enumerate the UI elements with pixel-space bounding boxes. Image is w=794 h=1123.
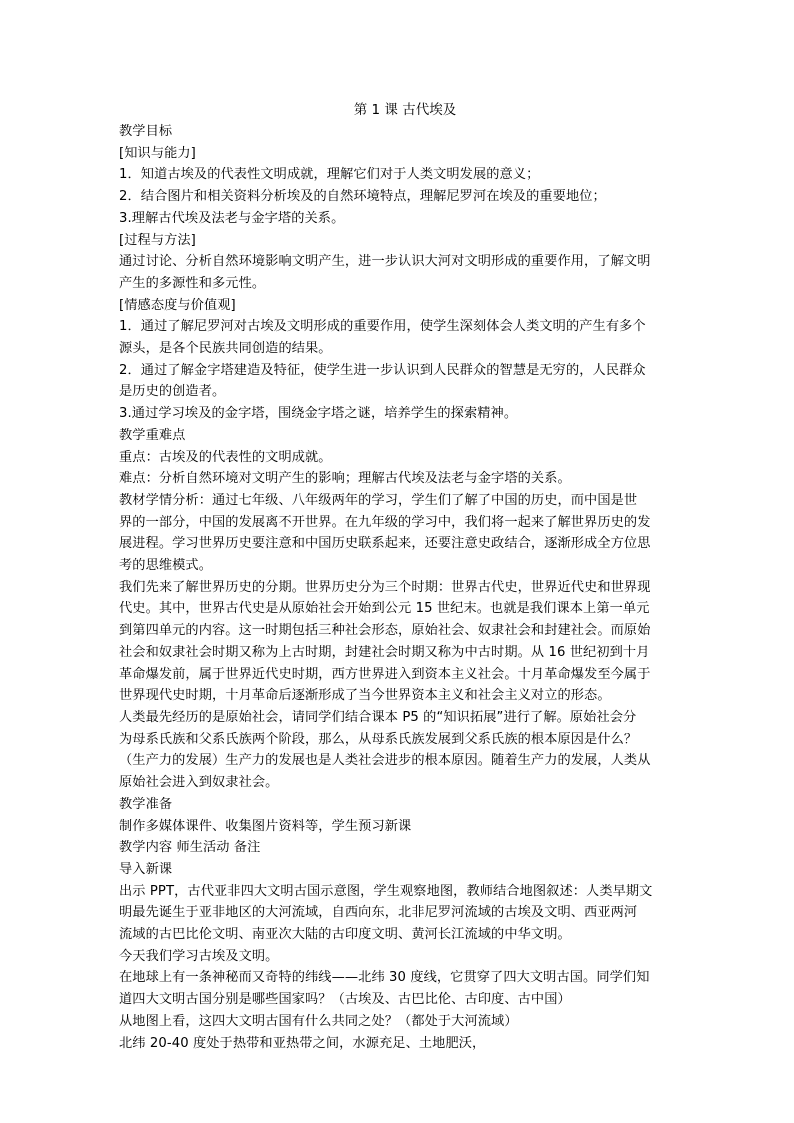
text-line: 革命爆发前，属于世界近代史时期，西方世界进入到资本主义社会。十月革命爆发至今属于 <box>119 666 651 682</box>
text-line: 流域的古巴比伦文明、南亚次大陆的古印度文明、黄河长江流域的中华文明。 <box>119 927 571 943</box>
text-line: 难点：分析自然环境对文明产生的影响；理解古代埃及法老与金字塔的关系。 <box>119 471 571 487</box>
text-line: 制作多媒体课件、收集图片资料等，学生预习新课 <box>119 818 412 834</box>
text-line: [过程与方法] <box>119 232 196 248</box>
lesson-title: 第 1 课 古代埃及 <box>353 102 457 118</box>
text-line: 北纬 20-40 度处于热带和亚热带之间，水源充足、土地肥沃， <box>119 1035 486 1051</box>
text-line: 社会和奴隶社会时期又称为上古时期，封建社会时期又称为中古时期。从 16 世纪初到十月 <box>119 644 650 660</box>
text-line: 人类最先经历的是原始社会，请同学们结合课本 P5 的“知识拓展”进行了解。原始社会分 <box>119 709 637 725</box>
text-line: [情感态度与价值观] <box>119 297 236 313</box>
text-line: 到第四单元的内容。这一时期包括三种社会形态，原始社会、奴隶社会和封建社会。而原始 <box>119 623 651 639</box>
text-line: 教学目标 <box>119 124 173 139</box>
text-line: 教学内容 师生活动 备注 <box>119 840 261 856</box>
text-line: 导入新课 <box>119 861 173 877</box>
text-line: 重点：古埃及的代表性的文明成就。 <box>119 449 332 465</box>
text-line: 代史。其中，世界古代史是从原始社会开始到公元 15 世纪末。也就是我们课本上第一单元 <box>119 601 650 617</box>
text-line: 1．通过了解尼罗河对古埃及文明形成的重要作用，使学生深刻体会人类文明的产生有多个 <box>119 319 646 335</box>
text-line: 教学重难点 <box>119 427 186 443</box>
text-line: （生产力的发展）生产力的发展也是人类社会进步的根本原因。随着生产力的发展，人类从 <box>119 753 651 769</box>
text-line: 今天我们学习古埃及文明。 <box>119 948 279 964</box>
text-line: 明最先诞生于亚非地区的大河流域，自西向东，北非尼罗河流域的古埃及文明、西亚两河 <box>119 905 638 921</box>
text-line: 为母系氏族和父系氏族两个阶段，那么，从母系氏族发展到父系氏族的根本原因是什么？ <box>119 731 638 747</box>
text-line: 原始社会进入到奴隶社会。 <box>119 775 279 791</box>
text-line: 在地球上有一条神秘而又奇特的纬线——北纬 30 度线，它贯穿了四大文明古国。同学们知 <box>119 970 650 986</box>
text-line: 出示 PPT，古代亚非四大文明古国示意图，学生观察地图，教师结合地图叙述：人类早期文 <box>119 883 653 899</box>
text-line: 我们先来了解世界历史的分期。世界历史分为三个时期：世界古代史，世界近代史和世界现 <box>119 579 651 595</box>
text-line: 展进程。学习世界历史要注意和中国历史联系起来，还要注意史政结合，逐渐形成全方位思 <box>119 536 651 552</box>
text-line: 世界现代史时期，十月革命后逐渐形成了当今世界资本主义和社会主义对立的形态。 <box>119 688 611 704</box>
text-line: 是历史的创造者。 <box>119 384 226 400</box>
text-line: 源头，是各个民族共同创造的结果。 <box>119 341 332 357</box>
text-line: 1．知道古埃及的代表性文明成就，理解它们对于人类文明发展的意义； <box>119 167 540 183</box>
text-line: 教材学情分析：通过七年级、八年级两年的学习，学生们了解了中国的历史，而中国是世 <box>119 492 638 508</box>
text-line: 3.通过学习埃及的金字塔，围绕金字塔之谜，培养学生的探索精神。 <box>119 406 518 422</box>
document-page <box>119 99 679 1054</box>
text-line: 界的一部分，中国的发展离不开世界。在九年级的学习中，我们将一起来了解世界历史的发 <box>119 514 651 530</box>
document-body <box>119 121 679 1054</box>
text-line: [知识与能力] <box>119 145 196 161</box>
text-line: 考的思维模式。 <box>119 558 213 574</box>
text-line: 2．通过了解金字塔建造及特征，使学生进一步认识到人民群众的智慧是无穷的，人民群众 <box>119 362 646 378</box>
text-line: 教学准备 <box>119 796 173 812</box>
text-line: 从地图上看，这四大文明古国有什么共同之处？（都处于大河流域） <box>119 1013 518 1029</box>
text-line: 道四大文明古国分别是哪些国家吗？（古埃及、古巴比伦、古印度、古中国） <box>119 992 571 1008</box>
text-line: 2．结合图片和相关资料分析埃及的自然环境特点，理解尼罗河在埃及的重要地位； <box>119 189 606 205</box>
text-line: 3.理解古代埃及法老与金字塔的关系。 <box>119 210 345 226</box>
text-line: 通过讨论、分析自然环境影响文明产生，进一步认识大河对文明形成的重要作用，了解文明 <box>119 254 651 270</box>
text-line: 产生的多源性和多元性。 <box>119 275 266 291</box>
